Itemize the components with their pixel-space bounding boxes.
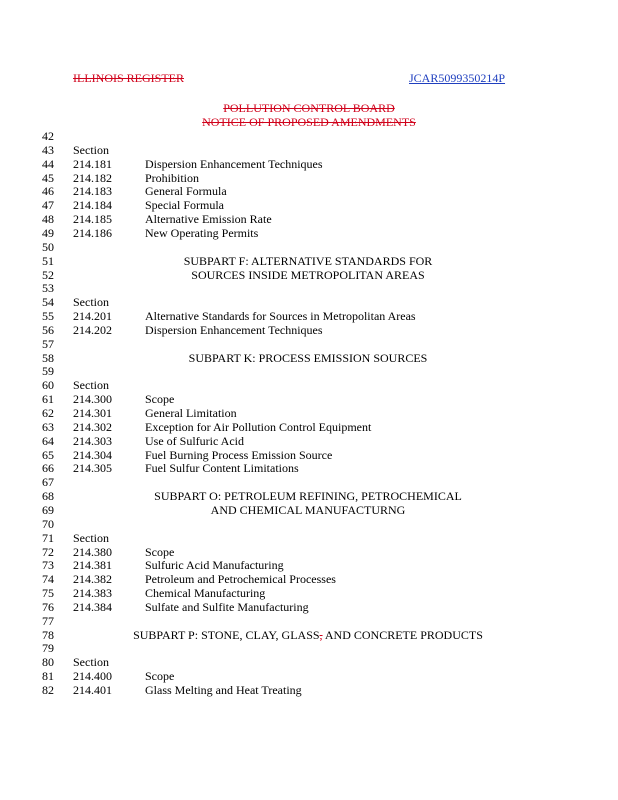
line-number: 46	[42, 184, 54, 199]
line-number: 79	[42, 641, 54, 656]
line-row	[0, 628, 618, 642]
section-title: Use of Sulfuric Acid	[145, 433, 244, 448]
line-number: 44	[42, 156, 54, 171]
line-number: 54	[42, 295, 54, 310]
heading-text: SUBPART P: STONE, CLAY, GLASS	[133, 627, 320, 642]
line-row	[0, 226, 618, 240]
line-row	[0, 406, 618, 420]
line-row	[0, 420, 618, 434]
section-title: Dispersion Enhancement Techniques	[145, 156, 323, 171]
section-title: Special Formula	[145, 198, 224, 213]
line-row	[0, 475, 618, 489]
line-row	[0, 641, 618, 655]
line-number: 61	[42, 392, 54, 407]
line-row	[0, 669, 618, 683]
section-title: Petroleum and Petrochemical Processes	[145, 572, 336, 587]
section-title: New Operating Permits	[145, 225, 259, 240]
line-row	[0, 572, 618, 586]
line-number: 66	[42, 461, 54, 476]
line-number: 77	[42, 613, 54, 628]
section-number: 214.302	[73, 419, 112, 434]
line-row	[0, 378, 618, 392]
section-title: Fuel Sulfur Content Limitations	[145, 461, 299, 476]
deleted-comma: ,	[319, 627, 323, 642]
line-row	[0, 600, 618, 614]
line-row	[0, 337, 618, 351]
subpart-heading: SUBPART F: ALTERNATIVE STANDARDS FOR	[183, 253, 433, 268]
section-number: 214.201	[73, 309, 112, 324]
section-number: 214.383	[73, 586, 112, 601]
line-number: 52	[42, 267, 54, 282]
line-number: 70	[42, 516, 54, 531]
line-number: 45	[42, 170, 54, 185]
section-title: Scope	[145, 392, 175, 407]
section-title: Fuel Burning Process Emission Source	[145, 447, 333, 462]
line-number: 81	[42, 669, 54, 684]
section-number: 214.184	[73, 198, 112, 213]
subpart-heading: AND CHEMICAL MANUFACTURNG	[210, 502, 406, 517]
section-number: Section	[73, 142, 109, 157]
line-row	[0, 295, 618, 309]
section-number: 214.181	[73, 156, 112, 171]
line-row	[0, 254, 618, 268]
line-row	[0, 143, 618, 157]
line-number: 67	[42, 475, 54, 490]
line-row	[0, 655, 618, 669]
line-number: 51	[42, 253, 54, 268]
line-row	[0, 545, 618, 559]
line-row	[0, 171, 618, 185]
line-number: 68	[42, 489, 54, 504]
jcar-code: JCAR5099350214P	[409, 71, 506, 85]
section-title: Prohibition	[145, 170, 200, 185]
line-number: 42	[42, 129, 54, 143]
line-row	[0, 281, 618, 295]
section-title: Alternative Emission Rate	[145, 212, 272, 227]
line-number: 82	[42, 683, 54, 697]
line-row	[0, 531, 618, 545]
section-number: 214.301	[73, 406, 112, 420]
line-row	[0, 323, 618, 337]
line-number: 48	[42, 212, 54, 227]
section-title: Scope	[145, 544, 175, 559]
section-title: Exception for Air Pollution Control Equipment	[145, 419, 372, 434]
section-number: Section	[73, 530, 109, 545]
line-number: 58	[42, 350, 54, 365]
line-number: 72	[42, 544, 54, 559]
line-row	[0, 212, 618, 226]
line-number: 65	[42, 447, 54, 462]
section-number: 214.303	[73, 433, 112, 448]
subpart-heading: SUBPART K: PROCESS EMISSION SOURCES	[188, 350, 428, 365]
section-title: Glass Melting and Heat Treating	[145, 683, 302, 697]
line-number: 43	[42, 142, 54, 157]
section-number: 214.304	[73, 447, 112, 462]
register-title: ILLINOIS REGISTER	[73, 71, 184, 85]
line-row	[0, 351, 618, 365]
line-row	[0, 489, 618, 503]
subpart-heading	[60, 628, 556, 642]
line-number: 47	[42, 198, 54, 213]
line-number: 69	[42, 502, 54, 517]
section-number: 214.305	[73, 461, 112, 476]
section-number: 214.401	[73, 683, 112, 697]
line-row	[0, 129, 618, 143]
section-title: General Limitation	[145, 406, 237, 420]
line-row	[0, 434, 618, 448]
section-number: Section	[73, 378, 109, 393]
section-title: Sulfuric Acid Manufacturing	[145, 558, 284, 573]
section-number: 214.186	[73, 225, 112, 240]
section-number: 214.182	[73, 170, 112, 185]
line-number: 62	[42, 406, 54, 420]
line-row	[0, 198, 618, 212]
line-number: 80	[42, 655, 54, 670]
subpart-heading: SOURCES INSIDE METROPOLITAN AREAS	[191, 267, 425, 282]
section-title: Chemical Manufacturing	[145, 586, 266, 601]
line-number: 63	[42, 419, 54, 434]
line-row	[0, 240, 618, 254]
line-number: 71	[42, 530, 54, 545]
section-number: 214.185	[73, 212, 112, 227]
line-row	[0, 614, 618, 628]
section-number: 214.384	[73, 599, 112, 614]
subpart-heading: SUBPART O: PETROLEUM REFINING, PETROCHEMICAL	[154, 489, 462, 504]
section-title: Scope	[145, 669, 175, 684]
line-row	[0, 448, 618, 462]
line-number: 78	[42, 627, 54, 642]
line-number: 55	[42, 309, 54, 324]
line-row	[0, 517, 618, 531]
section-number: Section	[73, 655, 109, 670]
line-row	[0, 184, 618, 198]
line-row	[0, 503, 618, 517]
section-number: 214.380	[73, 544, 112, 559]
section-title: Dispersion Enhancement Techniques	[145, 322, 323, 337]
section-number: Section	[73, 295, 109, 310]
line-row	[0, 157, 618, 171]
line-number: 76	[42, 599, 54, 614]
line-number: 73	[42, 558, 54, 573]
section-number: 214.300	[73, 392, 112, 407]
section-title: General Formula	[145, 184, 227, 199]
heading-text: AND CONCRETE PRODUCTS	[322, 627, 483, 642]
line-row	[0, 558, 618, 572]
line-row	[0, 309, 618, 323]
board-name: POLLUTION CONTROL BOARD	[223, 101, 395, 115]
line-number: 53	[42, 281, 54, 296]
section-number: 214.202	[73, 322, 112, 337]
line-row	[0, 586, 618, 600]
line-number: 75	[42, 586, 54, 601]
line-number: 50	[42, 239, 54, 254]
line-number: 57	[42, 336, 54, 351]
line-number: 59	[42, 364, 54, 379]
line-row	[0, 683, 618, 697]
section-title: Sulfate and Sulfite Manufacturing	[145, 599, 309, 614]
line-number: 60	[42, 378, 54, 393]
section-number: 214.400	[73, 669, 112, 684]
section-number: 214.183	[73, 184, 112, 199]
section-title: Alternative Standards for Sources in Metropolitan Areas	[145, 309, 416, 324]
line-row	[0, 461, 618, 475]
notice-title: NOTICE OF PROPOSED AMENDMENTS	[202, 115, 416, 129]
line-number: 56	[42, 322, 54, 337]
line-number: 49	[42, 225, 54, 240]
line-row	[0, 364, 618, 378]
section-number: 214.382	[73, 572, 112, 587]
section-number: 214.381	[73, 558, 112, 573]
line-row	[0, 392, 618, 406]
line-row	[0, 268, 618, 282]
line-number: 64	[42, 433, 54, 448]
line-number: 74	[42, 572, 54, 587]
